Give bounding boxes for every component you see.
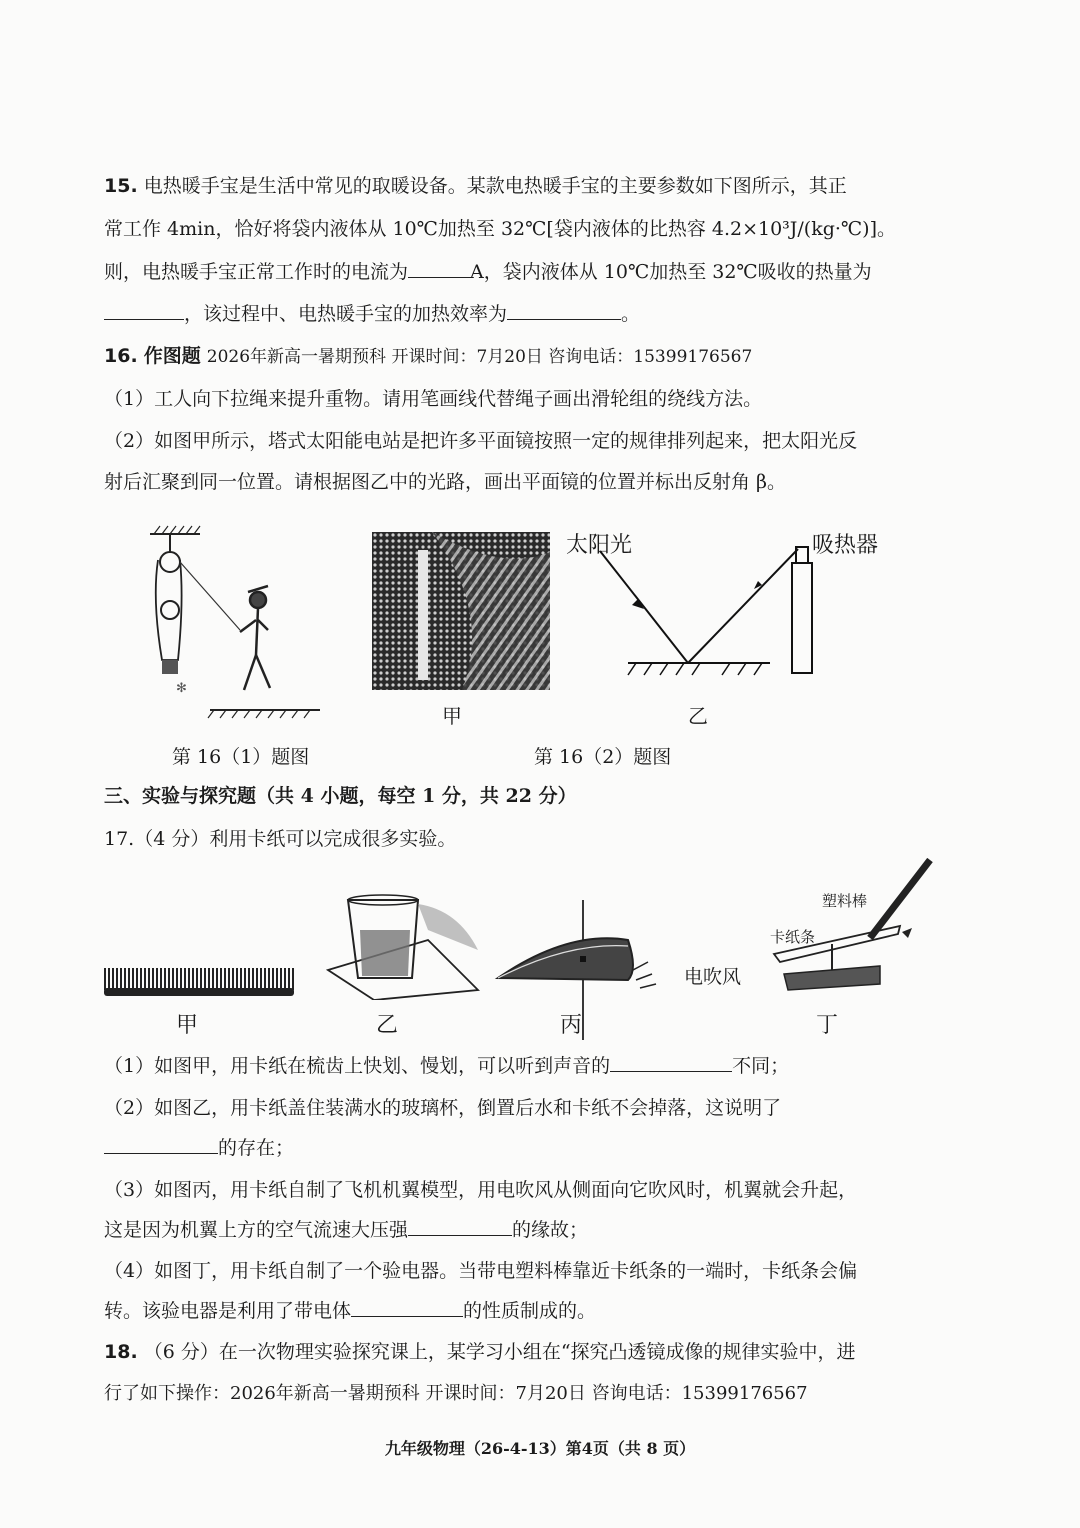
q16-part-2b: 射后汇聚到同一位置。请根据图乙中的光路，画出平面镜的位置并标出反射角 β。 [104, 471, 787, 493]
caption-16-1: 第 16（1）题图 [172, 746, 310, 768]
q15-blank-heat[interactable] [104, 301, 184, 320]
q17-part-1: （1）如图甲，用卡纸在梳齿上快划、慢划，可以听到声音的 不同； [104, 1055, 790, 1077]
q17-part-2a: （2）如图乙，用卡纸盖住装满水的玻璃杯，倒置后水和卡纸不会掉落，这说明了 [104, 1097, 782, 1119]
ad-banner-1: 2026年新高一暑期预科 开课时间：7月20日 咨询电话：15399176567 [206, 347, 753, 367]
pull-rope [180, 562, 240, 630]
rod-label: 塑料棒 [822, 892, 868, 910]
figure-17-yi-glass [318, 890, 488, 1000]
q15-blank-current[interactable] [408, 259, 470, 278]
figure-16-1-pulley [140, 520, 340, 720]
ceiling-hatch [154, 526, 200, 534]
sun-label: 太阳光 [566, 533, 633, 558]
weight [162, 660, 178, 674]
q18-line-2: 行了如下操作：2026年新高一暑期预科 开课时间：7月20日 咨询电话：15399176567 [104, 1383, 808, 1404]
figure-17-jia-comb [100, 962, 298, 1002]
strip-label: 卡纸条 [770, 928, 816, 946]
q15-blank-efficiency[interactable] [507, 301, 621, 320]
water [360, 930, 410, 976]
q17-blank-1[interactable] [610, 1053, 732, 1072]
q17-blank-4[interactable] [351, 1298, 463, 1317]
q16-heading [104, 342, 752, 371]
q15-line-4: ，该过程中、电热暖手宝的加热效率为 。 [104, 300, 640, 328]
fig-jia-label: 甲 [442, 704, 462, 728]
tower [418, 550, 428, 680]
q15-number: 15. [104, 175, 138, 197]
q16-title: 作图题 [143, 345, 201, 367]
figure-16-2-jia-photo [372, 532, 550, 690]
absorber-tower [792, 563, 812, 673]
q17-intro: 17.（4 分）利用卡纸可以完成很多实验。 [104, 828, 457, 850]
airflow-marks [633, 962, 656, 988]
q17-part-4b: 转。该验电器是利用了带电体 的性质制成的。 [104, 1300, 597, 1322]
q17-label-yi: 乙 [376, 1013, 399, 1038]
q18-line-1: 18. （6 分）在一次物理实验探究课上，某学习小组在“探究凸透镜成像的规律实验中，进 [104, 1341, 856, 1363]
pulley-frame [156, 560, 182, 660]
blower-label: 电吹风 [684, 966, 742, 988]
q17-part-4a: （4）如图丁，用卡纸自制了一个验电器。当带电塑料棒靠近卡纸条的一端时，卡纸条会偏 [104, 1260, 858, 1282]
incident-ray [600, 551, 688, 663]
base [784, 966, 880, 990]
q17-blank-2[interactable] [104, 1135, 218, 1154]
ground-hatch [208, 710, 310, 718]
q16-part-1: （1）工人向下拉绳来提升重物。请用笔画线代替绳子画出滑轮组的绕线方法。 [104, 388, 763, 410]
worker-figure [240, 586, 270, 690]
q16-part-2a: （2）如图甲所示，塔式太阳能电站是把许多平面镜按照一定的规律排列起来，把太阳光反 [104, 430, 858, 452]
reflected-ray [688, 549, 798, 663]
q17-part-3a: （3）如图丙，用卡纸自制了飞机机翼模型，用电吹风从侧面向它吹风时，机翼就会升起， [104, 1179, 858, 1201]
q17-label-ding: 丁 [816, 1013, 839, 1038]
q17-label-jia: 甲 [176, 1013, 199, 1038]
section-3-title: 三、实验与探究题（共 4 小题，每空 1 分，共 22 分） [104, 785, 577, 807]
q17-part-3b: 这是因为机翼上方的空气流速大压强 的缘故； [104, 1219, 589, 1241]
movable-pulley [161, 601, 179, 619]
absorber-label: 吸热器 [812, 533, 879, 558]
q15-line-1: 15. 电热暖手宝是生活中常见的取暖设备。某款电热暖手宝的主要参数如下图所示，其正 [104, 175, 847, 197]
ground-hatch [628, 663, 762, 675]
q16-number: 16. [104, 345, 138, 367]
q15-line-2: 常工作 4min，恰好将袋内液体从 10℃加热至 32℃[袋内液体的比热容 4.2×10³J/(kg·℃)]。 [104, 218, 897, 240]
q18-number: 18. [104, 1341, 138, 1363]
q15-line-3: 则，电热暖手宝正常工作时的电流为 A，袋内液体从 10℃加热至 32℃吸收的热量为 [104, 261, 872, 283]
wing [498, 938, 633, 980]
page-footer: 九年级物理（26-4-13）第4页（共 8 页） [384, 1439, 696, 1458]
fig-yi-label: 乙 [688, 704, 708, 728]
q17-part-2b: 的存在； [104, 1134, 294, 1162]
q17-label-bing: 丙 [560, 1013, 583, 1038]
svg-text:✻: ✻ [176, 681, 187, 696]
caption-16-2: 第 16（2）题图 [534, 746, 672, 768]
fixed-pulley [160, 552, 180, 572]
q17-blank-3[interactable] [408, 1217, 512, 1236]
